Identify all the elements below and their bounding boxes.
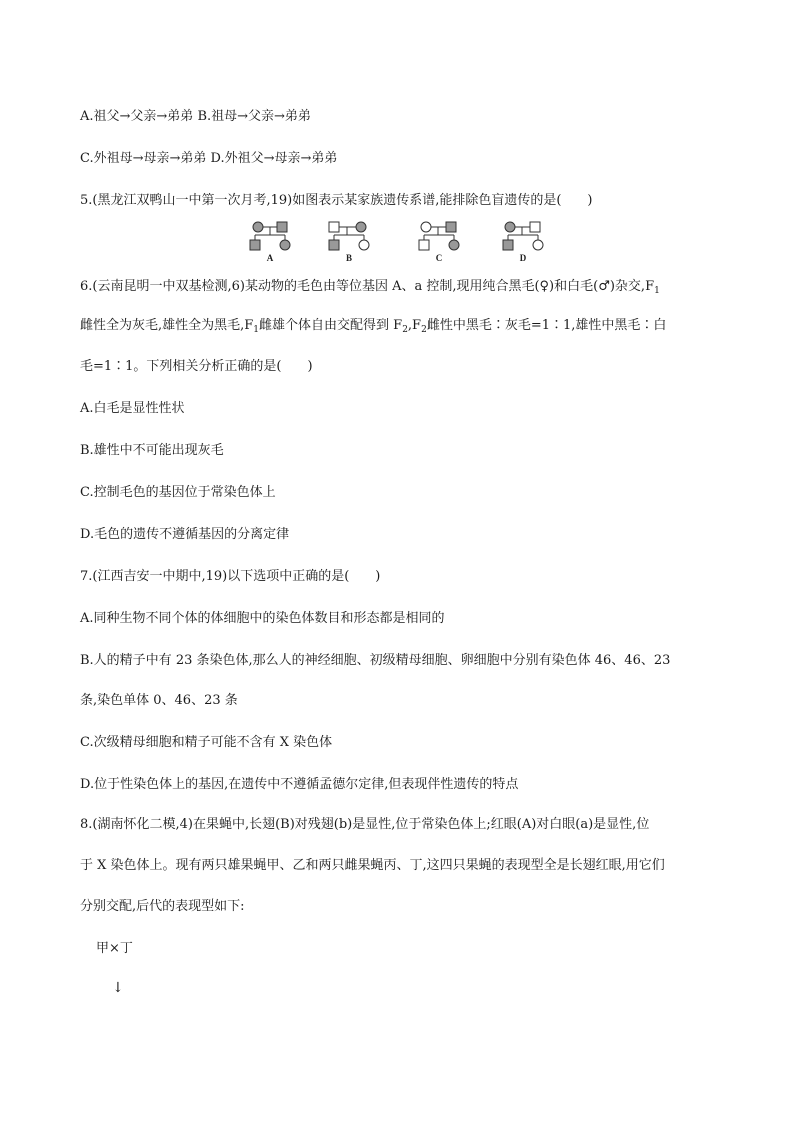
q7-option-b-line2: 条,染色单体 0、46、23 条 [80,693,238,708]
q6-option-c: C.控制毛色的基因位于常染色体上 [80,485,276,500]
q6-line2-text-d: 雌性中黑毛∶灰毛=1∶1,雄性中黑毛∶白 [426,318,667,333]
q6-stem-line3: 毛=1∶1。下列相关分析正确的是( ) [80,359,313,374]
q6-line2-text-b: 雌雄个体自由交配得到 F [259,318,403,333]
q6-line2-sub2: 2 [402,325,408,335]
q4-options-cd: C.外祖母→母亲→弟弟 D.外祖父→母亲→弟弟 [80,151,338,166]
pedigree-label-c: C [435,253,443,263]
q7-option-a: A.同种生物不同个体的体细胞中的染色体数目和形态都是相同的 [80,611,445,626]
pedigree-c [419,222,459,250]
q6-stem-line2 [80,317,666,339]
q6-line2-text-c: ,F [407,318,422,333]
pedigree-label-d: D [519,253,527,263]
q7-stem: 7.(江西吉安一中期中,19)以下选项中正确的是( ) [80,569,381,584]
q6-stem-line1 [80,278,660,300]
q6-line2-sub3: 2 [421,325,427,335]
q4-options-ab: A.祖父→父亲→弟弟 B.祖母→父亲→弟弟 [80,109,311,124]
q7-option-c: C.次级精母细胞和精子可能不含有 X 染色体 [80,735,333,750]
q8-stem-line2: 于 X 染色体上。现有两只雄果蝇甲、乙和两只雌果蝇丙、丁,这四只果蝇的表现型全是长翅红眼,用它们 [80,858,665,873]
q8-stem-line3: 分别交配,后代的表现型如下: [80,899,245,914]
pedigree-b [329,222,369,250]
q6-line2-sub1: 1 [253,325,260,335]
q5-stem: 5.(黑龙江双鸭山一中第一次月考,19)如图表示某家族遗传系谱,能排除色盲遗传的是( ) [80,193,593,208]
q6-option-d: D.毛色的遗传不遵循基因的分离定律 [80,527,290,542]
q7-option-d: D.位于性染色体上的基因,在遗传中不遵循孟德尔定律,但表现伴性遗传的特点 [80,777,519,792]
pedigree-label-a: A [266,253,274,263]
q7-option-b-line1: B.人的精子中有 23 条染色体,那么人的神经细胞、初级精母细胞、卵细胞中分别有染色体 46、46、23 [80,653,671,668]
q6-option-a: A.白毛是显性性状 [80,401,185,416]
q6-line2-text-a: 雌性全为灰毛,雄性全为黑毛,F [80,318,254,333]
down-arrow-icon: ↓ [112,980,124,996]
q8-cross: 甲×丁 [96,941,133,956]
q6-line1-text: 6.(云南昆明一中双基检测,6)某动物的毛色由等位基因 A、a 控制,现用纯合黑毛(♀)和白毛(♂)杂交,F [80,279,655,294]
pedigree-d [503,222,543,250]
pedigree-figure [240,218,560,264]
pedigree-a [250,222,290,250]
q8-stem-line1: 8.(湖南怀化二模,4)在果蝇中,长翅(B)对残翅(b)是显性,位于常染色体上;红眼(A)对白眼(a)是显性,位 [80,817,650,832]
q6-option-b: B.雄性中不可能出现灰毛 [80,443,224,458]
q6-line1-sub: 1 [654,286,660,296]
pedigree-label-b: B [345,253,353,263]
